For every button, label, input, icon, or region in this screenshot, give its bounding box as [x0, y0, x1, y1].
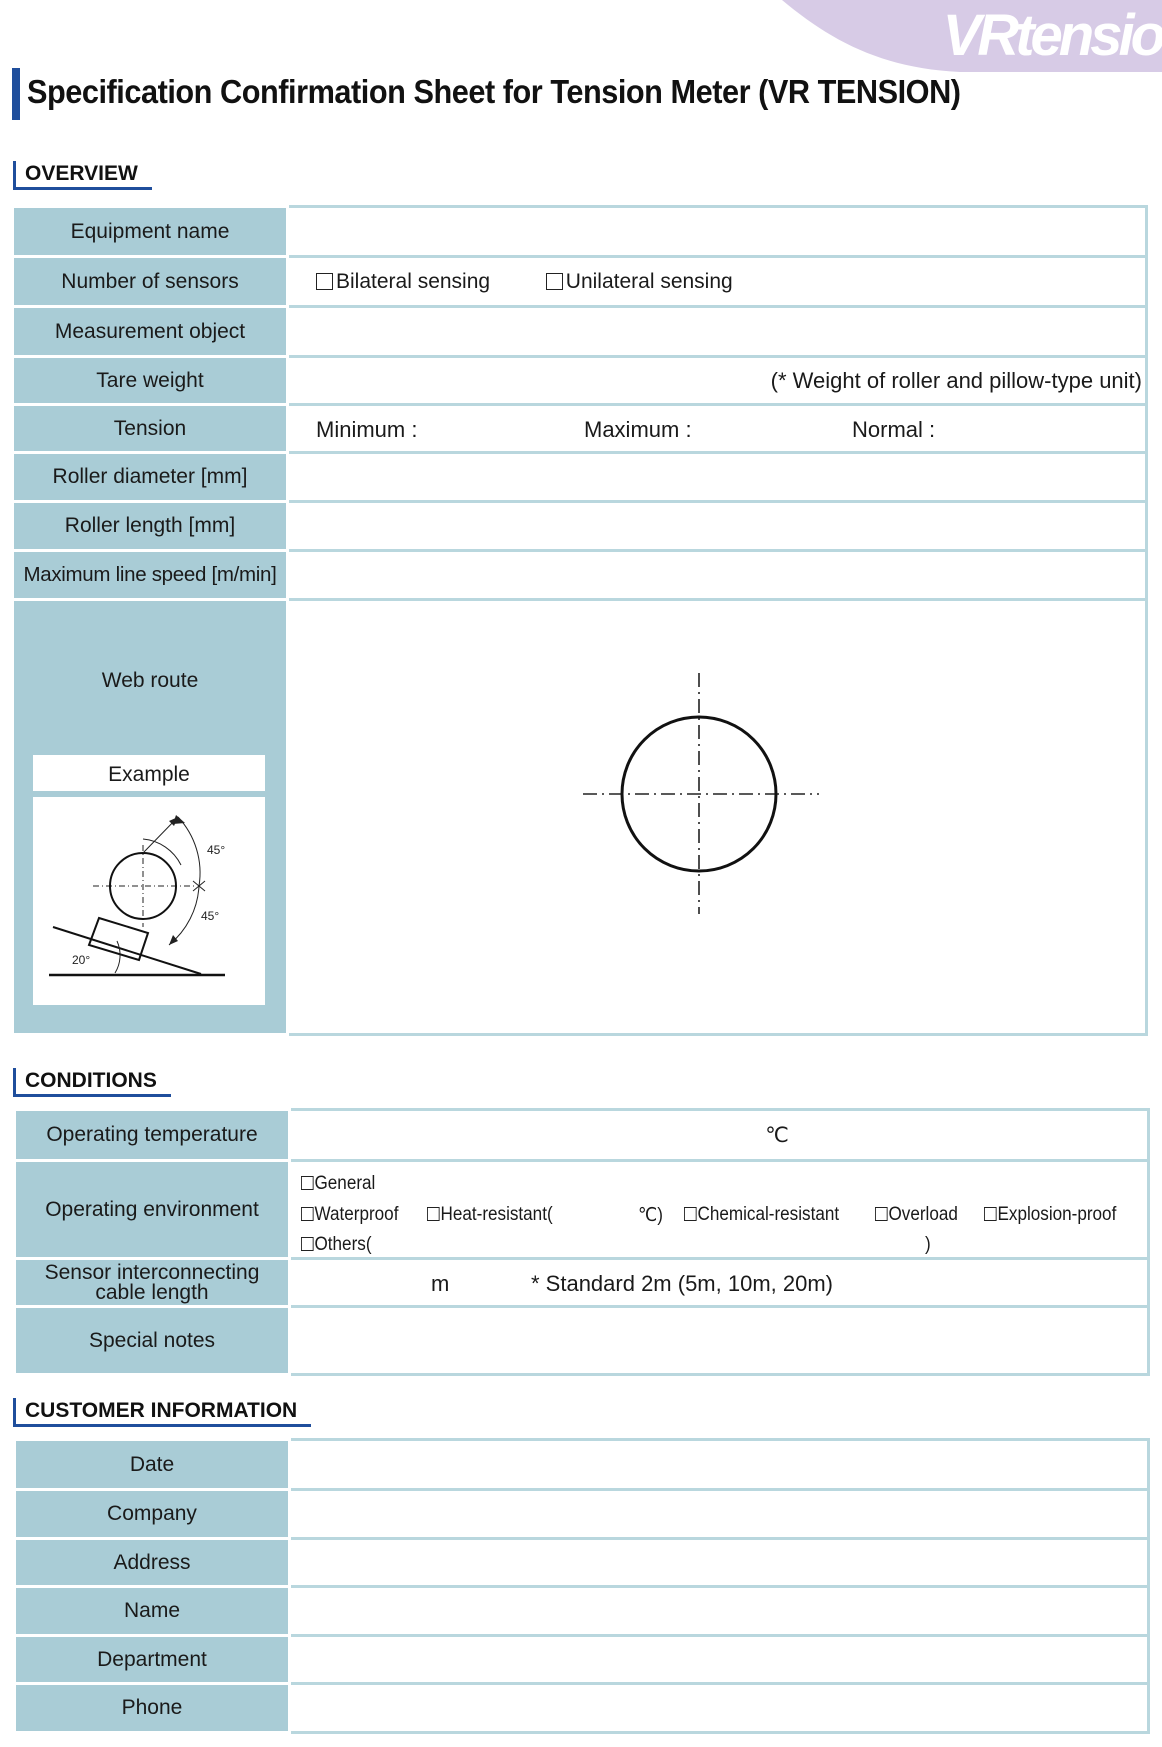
cable-length-unit: m: [431, 1271, 450, 1296]
cable-length-note: * Standard 2m (5m, 10m, 20m): [531, 1271, 834, 1296]
bilateral-label: Bilateral sensing: [336, 269, 491, 293]
roller-length-label: Roller length [mm]: [13, 502, 288, 551]
cable-length-field[interactable]: [290, 1259, 1149, 1307]
heat-resistant-paren-open: (: [546, 1204, 553, 1225]
tension-field: [288, 405, 1147, 453]
overload-checkbox[interactable]: [875, 1207, 888, 1221]
section-heading-conditions: CONDITIONS: [13, 1068, 171, 1097]
explosion-proof-checkbox[interactable]: [984, 1207, 997, 1221]
unilateral-label: Unilateral sensing: [565, 269, 733, 293]
special-notes-field[interactable]: [290, 1307, 1149, 1375]
section-heading-customer-information: CUSTOMER INFORMATION: [13, 1398, 311, 1427]
operating-temperature-field[interactable]: [290, 1110, 1149, 1161]
web-route-label: Web route: [101, 669, 199, 692]
cable-length-label-line2: cable length: [95, 1280, 209, 1304]
others-checkbox[interactable]: [301, 1237, 314, 1251]
tare-weight-label: Tare weight: [13, 357, 288, 405]
equipment-name-label: Equipment name: [13, 207, 288, 257]
tension-minimum-label: Minimum :: [316, 417, 418, 442]
phone-field[interactable]: [290, 1684, 1149, 1733]
address-label: Address: [15, 1539, 290, 1587]
example-angle-base: 20°: [72, 953, 91, 967]
bilateral-checkbox[interactable]: [316, 273, 333, 290]
number-of-sensors-label: Number of sensors: [13, 257, 288, 307]
example-box: [33, 755, 265, 1005]
operating-temperature-label: Operating temperature: [15, 1110, 290, 1161]
chemical-resistant-label: Chemical-resistant: [697, 1204, 840, 1225]
measurement-object-label: Measurement object: [13, 307, 288, 357]
tare-weight-note: (* Weight of roller and pillow-type unit): [770, 367, 1142, 393]
number-of-sensors-field: [288, 257, 1147, 307]
heat-resistant-temp-close: ℃): [638, 1205, 663, 1226]
roller-diameter-field[interactable]: [288, 453, 1147, 502]
heat-resistant-checkbox[interactable]: [427, 1207, 440, 1221]
department-field[interactable]: [290, 1636, 1149, 1684]
measurement-object-field[interactable]: [288, 307, 1147, 357]
address-field[interactable]: [290, 1539, 1149, 1587]
example-diagram: [33, 797, 265, 1005]
conditions-table: [13, 1108, 1150, 1376]
others-label: Others: [314, 1234, 366, 1255]
unilateral-checkbox[interactable]: [546, 273, 563, 290]
temperature-unit: ℃: [765, 1123, 789, 1147]
max-line-speed-field[interactable]: [288, 551, 1147, 600]
example-angle-upper: 45°: [207, 843, 226, 857]
overload-label: Overload: [888, 1204, 958, 1225]
page-title: Specification Confirmation Sheet for Tension Meter (VR TENSION): [27, 73, 961, 110]
general-label: General: [314, 1173, 376, 1194]
company-label: Company: [15, 1490, 290, 1539]
title-accent-bar: [12, 68, 20, 120]
name-field[interactable]: [290, 1587, 1149, 1636]
tension-label: Tension: [13, 405, 288, 453]
date-label: Date: [15, 1440, 290, 1490]
date-field[interactable]: [290, 1440, 1149, 1490]
explosion-proof-label: Explosion-proof: [997, 1204, 1117, 1225]
example-title: Example: [33, 755, 265, 791]
phone-label: Phone: [15, 1684, 290, 1733]
name-label: Name: [15, 1587, 290, 1636]
chemical-resistant-checkbox[interactable]: [684, 1207, 697, 1221]
tension-maximum-label: Maximum :: [584, 417, 692, 442]
example-angle-lower: 45°: [201, 909, 220, 923]
tension-normal-label: Normal :: [852, 417, 936, 442]
equipment-name-field[interactable]: [288, 207, 1147, 257]
max-line-speed-label: Maximum line speed [m/min]: [13, 551, 288, 600]
general-checkbox[interactable]: [301, 1176, 314, 1190]
section-heading-overview: OVERVIEW: [13, 161, 152, 190]
special-notes-label: Special notes: [15, 1307, 290, 1375]
operating-environment-field: [290, 1161, 1149, 1259]
heat-resistant-label: Heat-resistant: [440, 1204, 547, 1225]
brand-logo: VRtensio: [942, 3, 1162, 68]
roller-circle-drawing: [289, 601, 1145, 1033]
waterproof-checkbox[interactable]: [301, 1207, 314, 1221]
roller-diameter-label: Roller diameter [mm]: [13, 453, 288, 502]
roller-length-field[interactable]: [288, 502, 1147, 551]
company-field[interactable]: [290, 1490, 1149, 1539]
cable-length-label-line1: Sensor interconnecting: [44, 1260, 260, 1284]
others-paren-close: ): [925, 1234, 931, 1255]
customer-table: [13, 1438, 1150, 1734]
cable-length-label: [15, 1259, 290, 1307]
tare-weight-field[interactable]: [288, 357, 1147, 405]
waterproof-label: Waterproof: [314, 1204, 399, 1225]
web-route-drawing-area[interactable]: [288, 600, 1147, 1035]
others-paren-open: (: [365, 1234, 372, 1255]
operating-environment-label: Operating environment: [15, 1161, 290, 1259]
department-label: Department: [15, 1636, 290, 1684]
